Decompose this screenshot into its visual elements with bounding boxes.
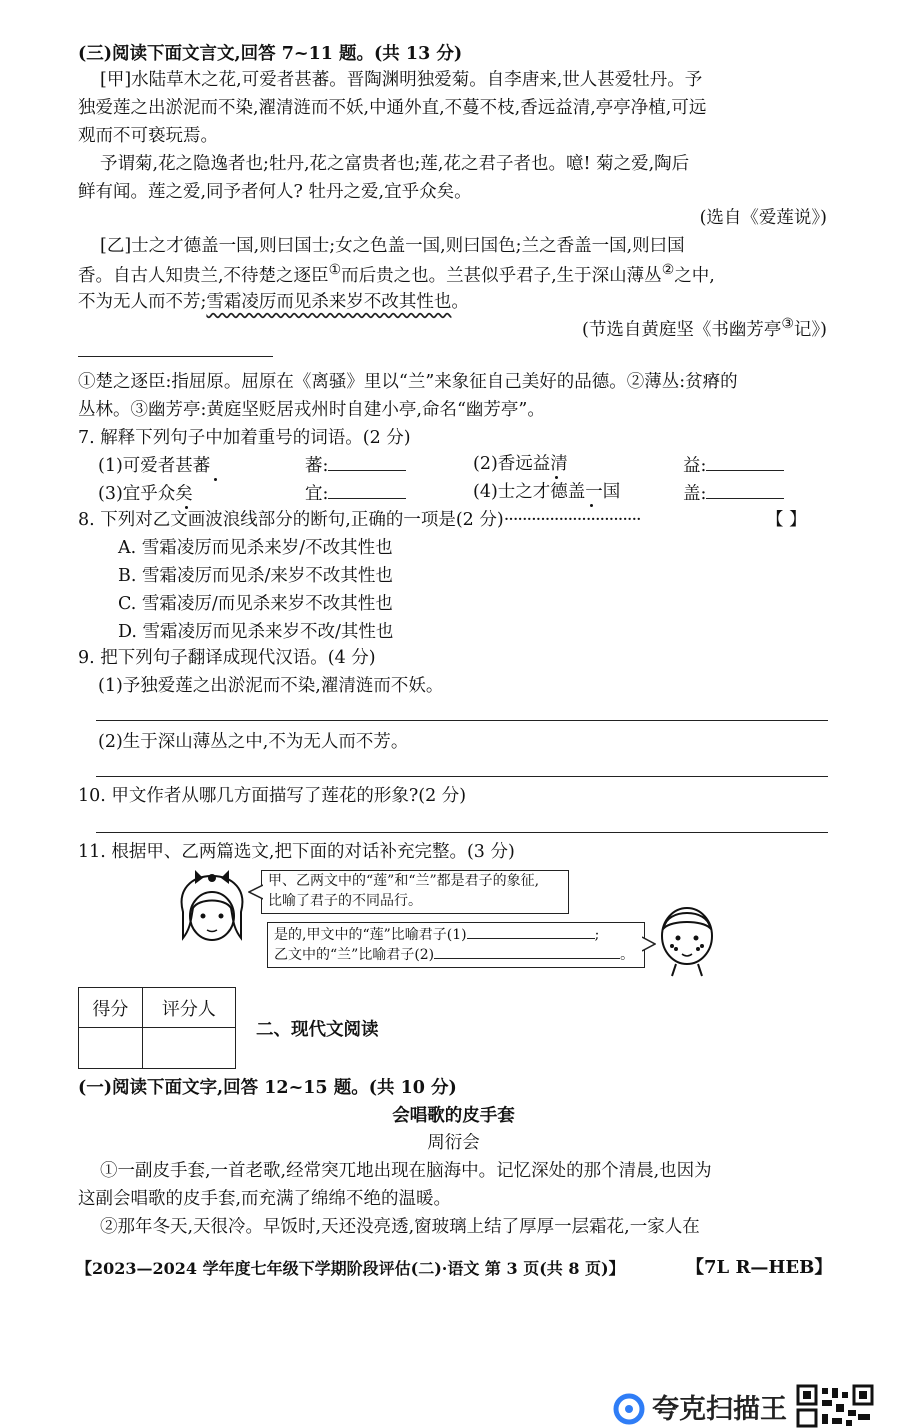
answer-line[interactable] (96, 776, 828, 777)
qr-code-icon (796, 1384, 874, 1428)
article-author: 周衍会 (427, 1133, 480, 1153)
q8-option-a[interactable]: A. 雪霜凌厉而见杀来岁/不改其性也 (118, 538, 393, 558)
article-text-line: ②那年冬天,天很冷。早饭时,天还没亮透,窗玻璃上结了厚厚一层霜花,一家人在 (100, 1217, 700, 1237)
q7-answer: 益: (683, 452, 784, 480)
answer-line[interactable] (96, 720, 828, 721)
answer-bracket[interactable]: 【 】 (766, 510, 807, 530)
jia-text-line: 予谓菊,花之隐逸者也;牡丹,花之富贵者也;莲,花之君子者也。噫! 菊之爱,陶后 (100, 154, 690, 174)
q7-item: (4)士之才德盖一国 (473, 482, 621, 502)
q8-option-b[interactable]: B. 雪霜凌厉而见杀/来岁不改其性也 (118, 566, 393, 586)
score-label: 得分 (79, 988, 143, 1028)
answer-blank[interactable] (467, 924, 595, 939)
jia-text-line: [甲]水陆草木之花,可爱者甚蕃。晋陶渊明独爱菊。自李唐来,世人甚爱牡丹。予 (100, 70, 703, 90)
q8-stem: 8. 下列对乙文画波浪线部分的断句,正确的一项是(2 分)······························ (78, 510, 641, 530)
footnote-line: ①楚之逐臣:指屈原。屈原在《离骚》里以“兰”来象征自己美好的品德。②薄丛:贫瘠的 (78, 372, 738, 392)
answer-blank[interactable] (434, 944, 620, 959)
section-title: (三)阅读下面文言文,回答 7~11 题。(共 13 分) (78, 44, 463, 64)
section-title: (一)阅读下面文字,回答 12~15 题。(共 10 分) (78, 1078, 457, 1098)
part2-title: 二、现代文阅读 (256, 1020, 379, 1040)
article-text-line: 这副会唱歌的皮手套,而充满了绵绵不绝的温暖。 (78, 1189, 452, 1209)
q7-item: (1)可爱者甚蕃 (98, 456, 211, 476)
q8-option-c[interactable]: C. 雪霜凌厉/而见杀来岁不改其性也 (118, 594, 393, 614)
answer-blank[interactable] (328, 480, 406, 499)
grader-label: 评分人 (142, 988, 235, 1028)
yi-text-line: [乙]士之才德盖一国,则曰国士;女之色盖一国,则曰国色;兰之香盖一国,则曰国 (100, 236, 685, 256)
answer-blank[interactable] (706, 452, 784, 471)
girl-icon (173, 868, 251, 948)
wavy-underlined-text: 雪霜凌厉而见杀来岁不改其性也 (206, 292, 452, 312)
q9-stem: 9. 把下列句子翻译成现代汉语。(4 分) (78, 648, 376, 668)
answer-line[interactable] (96, 832, 828, 833)
q7-answer: 盖: (683, 480, 784, 508)
yi-source: (节选自黄庭坚《书幽芳亭③记》) (582, 316, 827, 340)
q8-option-d[interactable]: D. 雪霜凌厉而见杀来岁不改/其性也 (118, 622, 394, 642)
footnote-divider (78, 356, 273, 357)
q7-stem: 7. 解释下列句子中加着重号的词语。(2 分) (78, 428, 411, 448)
score-cell[interactable] (79, 1028, 143, 1069)
paper-code: 【7L R—HEB】 (686, 1257, 833, 1278)
q9-sentence: (1)予独爱莲之出淤泥而不染,濯清涟而不妖。 (98, 676, 444, 696)
emphasis-dot (214, 478, 217, 481)
jia-text-line: 独爱莲之出淤泥而不染,濯清涟而不妖,中通外直,不蔓不枝,香远益清,亭亭净植,可远 (78, 98, 707, 118)
footnote-line: 丛林。③幽芳亭:黄庭坚贬居戎州时自建小亭,命名“幽芳亭”。 (78, 400, 545, 420)
article-text-line: ①一副皮手套,一首老歌,经常突兀地出现在脑海中。记忆深处的那个清晨,也因为 (100, 1161, 712, 1181)
page-footer: 【2023—2024 学年度七年级下学期阶段评估(二)·语文 第 3 页(共 8 页)】 (76, 1259, 625, 1278)
q7-answer: 蕃: (305, 452, 406, 480)
scanner-logo-icon (612, 1392, 646, 1426)
score-table (78, 987, 236, 1069)
q9-sentence: (2)生于深山薄丛之中,不为无人而不芳。 (98, 732, 409, 752)
watermark-text: 夸克扫描王 (652, 1394, 787, 1425)
yi-text-line: 香。自古人知贵兰,不待楚之逐臣①而后贵之也。兰甚似乎君子,生于深山薄丛②之中, (78, 262, 715, 286)
boy-icon (652, 898, 722, 978)
answer-blank[interactable] (328, 452, 406, 471)
speech-bubble-boy: 是的,甲文中的“莲”比喻君子(1) ; 乙文中的“兰”比喻君子(2) 。 (267, 922, 645, 968)
q10-stem: 10. 甲文作者从哪几方面描写了莲花的形象?(2 分) (78, 786, 467, 806)
q7-item: (2)香远益清 (473, 454, 568, 474)
grader-cell[interactable] (142, 1028, 235, 1069)
speech-bubble-girl: 甲、乙两文中的“莲”和“兰”都是君子的象征, 比喻了君子的不同品行。 (261, 870, 569, 914)
q7-item: (3)宜乎众矣 (98, 484, 193, 504)
jia-text-line: 鲜有闻。莲之爱,同予者何人? 牡丹之爱,宜乎众矣。 (78, 182, 472, 202)
yi-text-line: 不为无人而不芳;雪霜凌厉而见杀来岁不改其性也。 (78, 292, 469, 312)
jia-source: (选自《爱莲说》) (699, 208, 827, 228)
q11-stem: 11. 根据甲、乙两篇选文,把下面的对话补充完整。(3 分) (78, 842, 515, 862)
q7-answer: 宜: (305, 480, 406, 508)
article-title: 会唱歌的皮手套 (392, 1106, 515, 1126)
bubble-tail-icon (248, 884, 263, 900)
jia-text-line: 观而不可亵玩焉。 (78, 126, 218, 146)
emphasis-dot (555, 476, 558, 479)
answer-blank[interactable] (706, 480, 784, 499)
